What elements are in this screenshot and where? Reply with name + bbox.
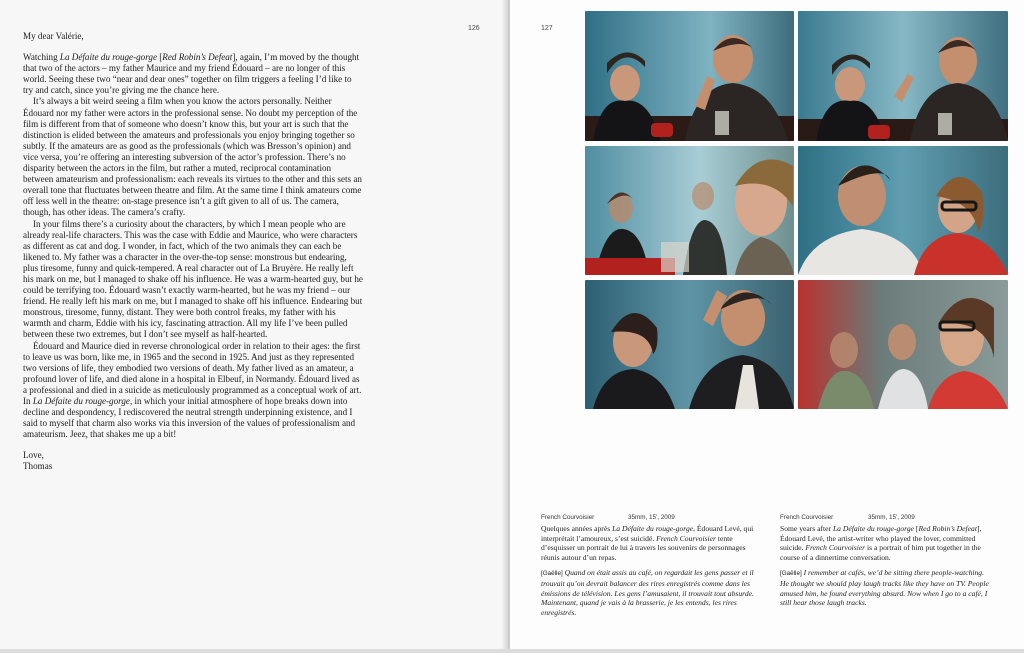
caption-en [780, 524, 992, 614]
caption-en-quote: I remember at cafés, we’d be sitting there people-watching. He thought we should play laugh tracks like they have on TV. People amused him, he found everything absurd. Now when I go to a café, I still hear those laugh tracks. [780, 568, 989, 608]
caption-fr-title: French Courvoisier [541, 514, 595, 521]
caption-fr-body: Quelques années après La Défaite du rouge-gorge, Édouard Levé, qui interprétait l’amoureux, s’est suicidé. French Courvoisier tente d’esquisser un portrait de lui à travers les souvenirs de personnages réunis autour d’un repas. [541, 524, 754, 562]
letter-salutation: My dear Valérie, [23, 31, 84, 41]
caption-en-quote-block [780, 568, 992, 607]
letter-paragraph-2: It’s always a bit weird seeing a film when you know the actors personally. Neither Édouard nor my father were actors in the professional sense. No doubt my perception of the film is different from that of someone who doesn’t know this, but your art is such that the distinction is elided between the amateurs and professionals you enjoy bringing together so subtly. If the amateurs are as good as the professionals (which was Bresson’s opinion) and vice versa, you’re offering an interesting subversion of the actor’s profession. There’s no disparity between the actors in the film, but rather a muted, reciprocal contamination between amateurism and professionalism: each reveals its virtues to the other and this sets an overall tone that fluctuates between theatre and film. At the same time I think amateurs come off less well in the theatre: on-stage presence isn’t a gift given to all of us. The camera, though, has other ideas. The camera’s crafty. [23, 96, 362, 218]
caption-en-meta: 35mm, 15', 2009 [868, 514, 915, 521]
film-still-2 [798, 11, 1008, 141]
film-still-4 [798, 146, 1008, 275]
page-number-left: 126 [468, 25, 480, 32]
film-still-5 [585, 280, 794, 409]
film-still-6 [798, 280, 1008, 409]
caption-en-body: Some years after La Défaite du rouge-gorge [Red Robin’s Defeat], Édouard Levé, the artist-writer who played the lover, committed suicide. French Courvoisier is a portrait of him put together in the course of a dinnertime conversation. [780, 524, 982, 562]
caption-fr [541, 524, 757, 623]
letter-paragraph-3: In your films there’s a curiosity about the characters, by which I mean people who are already real-life characters. This was the case with Eddie and Maurice, who were characters as different as cat and dog. I wonder, in fact, which of the two animals they can each be likened to. My father was a character in the over-the-top sense: monstrous but endearing, plus tiresome, funny and quick-tempered. A real character out of La Bruyère. He really left his mark on me, but I managed to shake off his influence. He was a warm-hearted guy, but he could be terrifying too. Édouard wasn’t exactly warm-hearted, but he was my friend – our friend. He really left his mark on me, but I managed to shake off his influence. Endearing but monstrous, tiresome, funny, distant. They were both control freaks, my father with his warmth and charm, Eddie with his icy, fascinating attraction. All my life I’ve been pulled between these two extremes, but I don’t see myself as half-hearted. [23, 218, 363, 340]
left-page [0, 0, 508, 649]
caption-fr-quote: Quand on était assis au café, on regardait les gens passer et il trouvait qu’on devrait balancer des rires enregistrés comme dans les émissions de télévision. Les gens l’amusaient, il trouvait tout absurde. Maintenant, quand je vais à la brasserie, je les entends, les rires enregistrés. [541, 568, 754, 617]
caption-en-quote-tag: [Gaëlle] [780, 570, 802, 578]
caption-en-title: French Courvoisier [780, 514, 834, 521]
letter [23, 31, 363, 473]
letter-paragraph-1: Watching La Défaite du rouge-gorge [Red Robin’s Defeat], again, I’m moved by the thought that two of the actors – my father Maurice and my friend Édouard – are no longer of this world. Seeing these two “near and dear ones” together on film triggers a feeling I’d like to try and catch, since you’re giving me the chance here. [23, 52, 360, 96]
film-still-3 [585, 146, 794, 275]
film-still-1 [585, 11, 794, 141]
caption-fr-quote-tag: [Gaëlle] [541, 570, 563, 578]
letter-paragraph-4: Édouard and Maurice died in reverse chronological order in relation to their ages: the first to leave us was born, like me, in 1965 and the second in 1925. And just as they represented two versions of life, they embodied two versions of death. My father lived as an amateur, a profound lover of life, and died alone in a hospital in Elbeuf, in Normandy. Édouard lived as a professional and died in a suicide as meticulously programmed as a conceptual work of art. In La Défaite du rouge-gorge, in which your initial atmosphere of hope breaks down into decline and despondency, I rediscovered the neutral strength underpinning existence, and I said to myself that charm also works via this inversion of the values of professionalism and amateurism. Jeez, that shakes me up a bit! [23, 340, 362, 440]
caption-fr-quote-block [541, 568, 757, 617]
page-number-right: 127 [541, 25, 553, 32]
letter-signature: Thomas [23, 461, 53, 472]
caption-fr-meta: 35mm, 15', 2009 [628, 514, 675, 521]
letter-closing: Love, [23, 450, 44, 461]
